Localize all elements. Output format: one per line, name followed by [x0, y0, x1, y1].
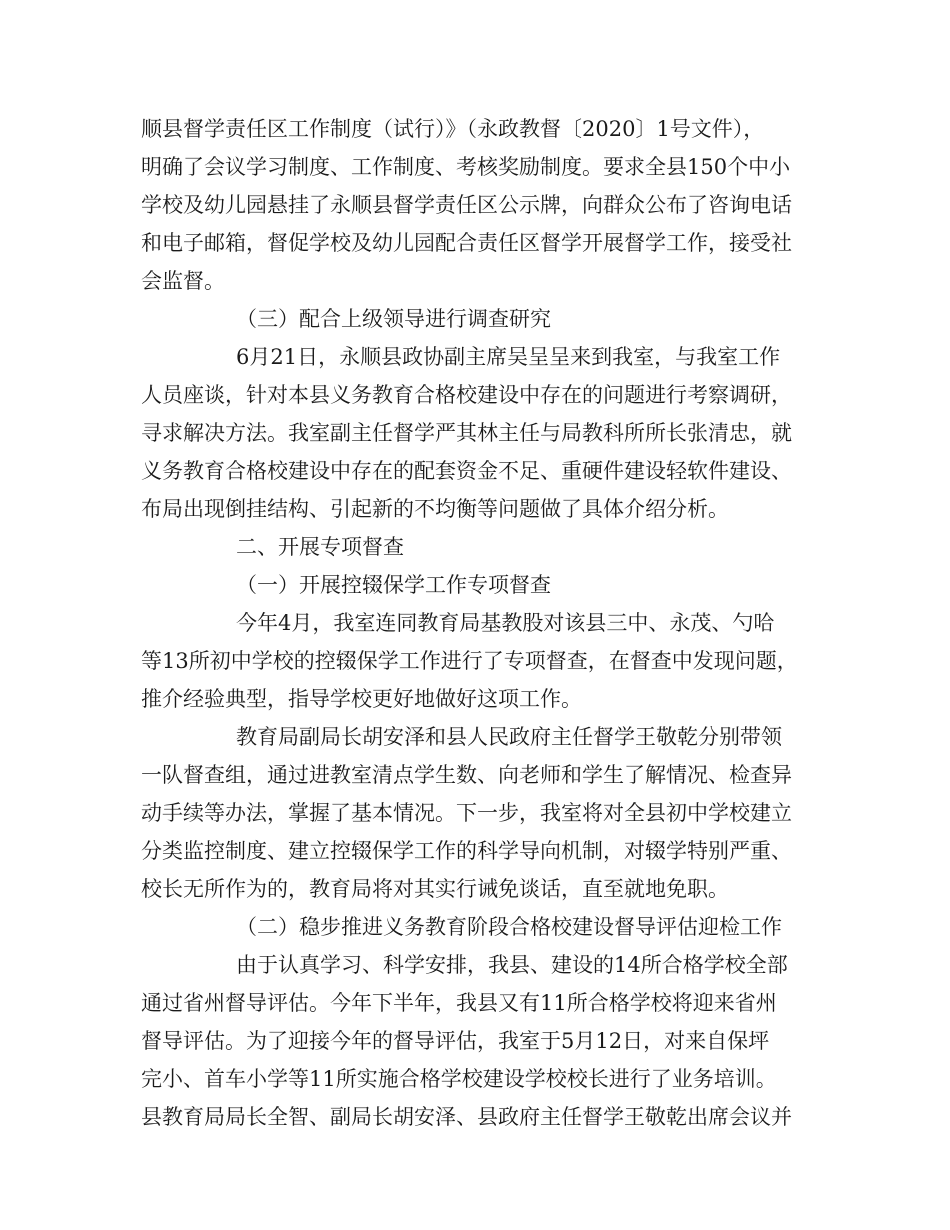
text-line: 县教育局局长全智、副局长胡安泽、县政府主任督学王敬乾出席会议并 — [141, 1105, 792, 1129]
section-heading: （二）稳步推进义务教育阶段合格校建设督导评估迎检工作 — [236, 915, 782, 939]
text-line: 推介经验典型，指导学校更好地做好这项工作。 — [141, 687, 582, 711]
section-heading: （三）配合上级领导进行调查研究 — [236, 307, 551, 331]
text-line: 通过省州督导评估。今年下半年，我县又有11所合格学校将迎来省州 — [141, 991, 777, 1015]
text-line: 校长无所作为的，教育局将对其实行诫免谈话，直至就地免职。 — [141, 877, 729, 901]
text-line: 分类监控制度、建立控辍保学工作的科学导向机制，对辍学特别严重、 — [141, 839, 792, 863]
section-heading: （一）开展控辍保学工作专项督查 — [236, 573, 551, 597]
section-heading: 二、开展专项督查 — [236, 535, 404, 559]
text-line: 等13所初中学校的控辍保学工作进行了专项督查，在督查中发现问题， — [141, 649, 798, 673]
text-line: 寻求解决方法。我室副主任督学严其林主任与局教科所所长张清忠，就 — [141, 421, 792, 445]
text-line: 教育局副局长胡安泽和县人民政府主任督学王敬乾分别带领 — [236, 725, 782, 749]
text-line: 一队督查组，通过进教室清点学生数、向老师和学生了解情况、检查异 — [141, 763, 792, 787]
text-line: 今年4月，我室连同教育局基教股对该县三中、永茂、勺哈 — [236, 611, 775, 635]
text-line: 会监督。 — [141, 269, 225, 293]
text-line: 布局出现倒挂结构、引起新的不均衡等问题做了具体介绍分析。 — [141, 497, 729, 521]
text-line: 明确了会议学习制度、工作制度、考核奖励制度。要求全县150个中小 — [141, 155, 791, 179]
text-line: 6月21日，永顺县政协副主席吴呈呈来到我室，与我室工作 — [236, 345, 781, 369]
text-line: 动手续等办法，掌握了基本情况。下一步，我室将对全县初中学校建立 — [141, 801, 792, 825]
text-line: 义务教育合格校建设中存在的配套资金不足、重硬件建设轻软件建设、 — [141, 459, 792, 483]
text-line: 和电子邮箱，督促学校及幼儿园配合责任区督学开展督学工作，接受社 — [141, 231, 792, 255]
text-line: 由于认真学习、科学安排，我县、建设的14所合格学校全部 — [236, 953, 788, 977]
text-line: 督导评估。为了迎接今年的督导评估，我室于5月12日，对来自保坪 — [141, 1029, 770, 1053]
text-line: 学校及幼儿园悬挂了永顺县督学责任区公示牌，向群众公布了咨询电话 — [141, 193, 792, 217]
text-line: 完小、首车小学等11所实施合格学校建设学校校长进行了业务培训。 — [141, 1067, 777, 1091]
text-line: 人员座谈，针对本县义务教育合格校建设中存在的问题进行考察调研， — [141, 383, 792, 407]
text-line: 顺县督学责任区工作制度（试行）》（永政教督〔2020〕1号文件）， — [141, 117, 765, 141]
